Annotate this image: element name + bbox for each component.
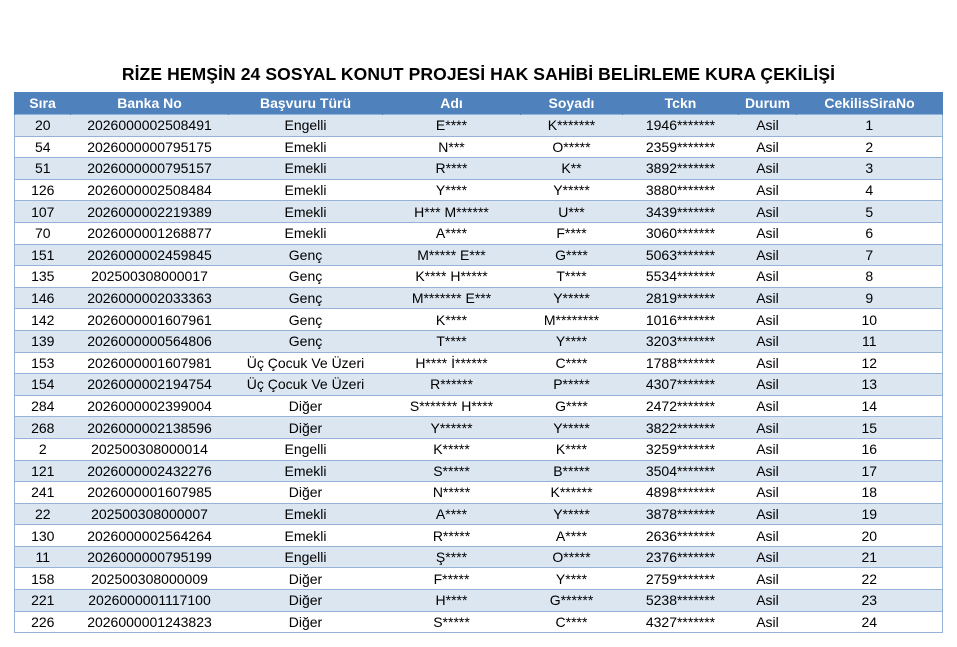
cell-durum: Asil [739, 136, 797, 158]
cell-banka-no: 2026000002508491 [71, 115, 229, 137]
cell-cekilis-sira-no: 2 [797, 136, 943, 158]
table-row [15, 352, 943, 374]
cell-tckn: 3822******* [623, 417, 739, 439]
cell-basvuru-turu: Engelli [229, 546, 383, 568]
cell-tckn: 3439******* [623, 201, 739, 223]
cell-banka-no: 2026000002508484 [71, 179, 229, 201]
cell-sira: 51 [15, 158, 71, 180]
cell-durum: Asil [739, 611, 797, 633]
cell-soyadi: K** [521, 158, 623, 180]
cell-sira: 11 [15, 546, 71, 568]
cell-basvuru-turu: Diğer [229, 590, 383, 612]
cell-banka-no: 2026000000564806 [71, 330, 229, 352]
cell-sira: 20 [15, 115, 71, 137]
cell-adi: E**** [383, 115, 521, 137]
cell-basvuru-turu: Emekli [229, 222, 383, 244]
cell-sira: 54 [15, 136, 71, 158]
cell-basvuru-turu: Genç [229, 330, 383, 352]
cell-basvuru-turu: Diğer [229, 482, 383, 504]
cell-adi: K***** [383, 438, 521, 460]
cell-tckn: 3060******* [623, 222, 739, 244]
cell-banka-no: 2026000002033363 [71, 287, 229, 309]
cell-cekilis-sira-no: 23 [797, 590, 943, 612]
cell-tckn: 3203******* [623, 330, 739, 352]
cell-banka-no: 202500308000014 [71, 438, 229, 460]
cell-durum: Asil [739, 482, 797, 504]
cell-cekilis-sira-no: 1 [797, 115, 943, 137]
table-row [15, 546, 943, 568]
cell-durum: Asil [739, 395, 797, 417]
cell-durum: Asil [739, 374, 797, 396]
cell-sira: 142 [15, 309, 71, 331]
cell-basvuru-turu: Diğer [229, 417, 383, 439]
cell-adi: S******* H**** [383, 395, 521, 417]
cell-basvuru-turu: Emekli [229, 460, 383, 482]
cell-cekilis-sira-no: 17 [797, 460, 943, 482]
cell-cekilis-sira-no: 21 [797, 546, 943, 568]
cell-durum: Asil [739, 590, 797, 612]
cell-tckn: 4307******* [623, 374, 739, 396]
cell-adi: S***** [383, 460, 521, 482]
cell-adi: Ş**** [383, 546, 521, 568]
cell-cekilis-sira-no: 5 [797, 201, 943, 223]
cell-cekilis-sira-no: 14 [797, 395, 943, 417]
document-title: RİZE HEMŞİN 24 SOSYAL KONUT PROJESİ HAK SAHİBİ BELİRLEME KURA ÇEKİLİŞİ [121, 64, 836, 84]
cell-durum: Asil [739, 266, 797, 288]
cell-banka-no: 202500308000007 [71, 503, 229, 525]
cell-basvuru-turu: Genç [229, 266, 383, 288]
cell-durum: Asil [739, 417, 797, 439]
cell-cekilis-sira-no: 8 [797, 266, 943, 288]
cell-banka-no: 2026000001607985 [71, 482, 229, 504]
cell-tckn: 4327******* [623, 611, 739, 633]
header-cekilis-sira-no: CekilisSiraNo [797, 92, 943, 115]
cell-sira: 130 [15, 525, 71, 547]
cell-tckn: 5534******* [623, 266, 739, 288]
table-row [15, 309, 943, 331]
cell-tckn: 2819******* [623, 287, 739, 309]
cell-tckn: 2472******* [623, 395, 739, 417]
cell-sira: 221 [15, 590, 71, 612]
cell-soyadi: C**** [521, 611, 623, 633]
table-row [15, 158, 943, 180]
cell-banka-no: 2026000002564264 [71, 525, 229, 547]
table-row [15, 330, 943, 352]
cell-tckn: 2759******* [623, 568, 739, 590]
cell-basvuru-turu: Diğer [229, 611, 383, 633]
cell-sira: 70 [15, 222, 71, 244]
cell-durum: Asil [739, 438, 797, 460]
cell-basvuru-turu: Emekli [229, 158, 383, 180]
cell-soyadi: Y***** [521, 417, 623, 439]
cell-durum: Asil [739, 158, 797, 180]
table-row [15, 417, 943, 439]
cell-banka-no: 2026000001117100 [71, 590, 229, 612]
cell-soyadi: O***** [521, 546, 623, 568]
table-row [15, 222, 943, 244]
cell-tckn: 3504******* [623, 460, 739, 482]
cell-cekilis-sira-no: 20 [797, 525, 943, 547]
cell-basvuru-turu: Emekli [229, 201, 383, 223]
cell-soyadi: Y***** [521, 503, 623, 525]
cell-soyadi: B***** [521, 460, 623, 482]
cell-adi: M******* E*** [383, 287, 521, 309]
cell-cekilis-sira-no: 9 [797, 287, 943, 309]
cell-soyadi: Y***** [521, 179, 623, 201]
cell-durum: Asil [739, 460, 797, 482]
cell-sira: 22 [15, 503, 71, 525]
cell-banka-no: 202500308000009 [71, 568, 229, 590]
cell-basvuru-turu: Emekli [229, 179, 383, 201]
table-row [15, 460, 943, 482]
draw-results-table [14, 92, 943, 633]
cell-basvuru-turu: Diğer [229, 568, 383, 590]
cell-soyadi: U*** [521, 201, 623, 223]
cell-adi: H**** [383, 590, 521, 612]
header-sira: Sıra [15, 92, 71, 115]
cell-banka-no: 2026000001268877 [71, 222, 229, 244]
cell-basvuru-turu: Üç Çocuk Ve Üzeri [229, 352, 383, 374]
cell-banka-no: 2026000002399004 [71, 395, 229, 417]
cell-basvuru-turu: Engelli [229, 438, 383, 460]
header-adi: Adı [383, 92, 521, 115]
cell-adi: N*** [383, 136, 521, 158]
table-row [15, 201, 943, 223]
cell-adi: Y**** [383, 179, 521, 201]
cell-cekilis-sira-no: 18 [797, 482, 943, 504]
cell-cekilis-sira-no: 11 [797, 330, 943, 352]
table-row [15, 438, 943, 460]
cell-durum: Asil [739, 525, 797, 547]
cell-durum: Asil [739, 568, 797, 590]
cell-durum: Asil [739, 330, 797, 352]
cell-basvuru-turu: Emekli [229, 136, 383, 158]
cell-soyadi: C**** [521, 352, 623, 374]
cell-durum: Asil [739, 503, 797, 525]
cell-basvuru-turu: Emekli [229, 503, 383, 525]
cell-sira: 135 [15, 266, 71, 288]
cell-sira: 2 [15, 438, 71, 460]
cell-cekilis-sira-no: 6 [797, 222, 943, 244]
cell-basvuru-turu: Genç [229, 309, 383, 331]
cell-banka-no: 2026000001607981 [71, 352, 229, 374]
cell-banka-no: 2026000000795157 [71, 158, 229, 180]
cell-cekilis-sira-no: 7 [797, 244, 943, 266]
cell-banka-no: 2026000000795175 [71, 136, 229, 158]
cell-durum: Asil [739, 222, 797, 244]
cell-soyadi: Y***** [521, 287, 623, 309]
cell-cekilis-sira-no: 12 [797, 352, 943, 374]
cell-cekilis-sira-no: 3 [797, 158, 943, 180]
cell-adi: H**** İ****** [383, 352, 521, 374]
cell-durum: Asil [739, 244, 797, 266]
table-row [15, 266, 943, 288]
cell-sira: 146 [15, 287, 71, 309]
cell-durum: Asil [739, 115, 797, 137]
cell-adi: Y****** [383, 417, 521, 439]
cell-basvuru-turu: Genç [229, 287, 383, 309]
cell-adi: K**** H***** [383, 266, 521, 288]
table-body [15, 115, 943, 633]
header-basvuru-turu: Başvuru Türü [229, 92, 383, 115]
cell-adi: R**** [383, 158, 521, 180]
cell-soyadi: K****** [521, 482, 623, 504]
header-soyadi: Soyadı [521, 92, 623, 115]
cell-adi: R****** [383, 374, 521, 396]
cell-sira: 241 [15, 482, 71, 504]
table-row [15, 115, 943, 137]
cell-adi: M***** E*** [383, 244, 521, 266]
cell-cekilis-sira-no: 24 [797, 611, 943, 633]
cell-sira: 154 [15, 374, 71, 396]
cell-tckn: 3892******* [623, 158, 739, 180]
cell-cekilis-sira-no: 15 [797, 417, 943, 439]
table-row [15, 244, 943, 266]
cell-tckn: 2636******* [623, 525, 739, 547]
cell-basvuru-turu: Engelli [229, 115, 383, 137]
cell-basvuru-turu: Üç Çocuk Ve Üzeri [229, 374, 383, 396]
cell-sira: 284 [15, 395, 71, 417]
table-row [15, 395, 943, 417]
table-row [15, 525, 943, 547]
cell-banka-no: 2026000001607961 [71, 309, 229, 331]
cell-banka-no: 2026000002138596 [71, 417, 229, 439]
cell-cekilis-sira-no: 10 [797, 309, 943, 331]
cell-cekilis-sira-no: 19 [797, 503, 943, 525]
cell-sira: 107 [15, 201, 71, 223]
cell-soyadi: K******* [521, 115, 623, 137]
cell-soyadi: P***** [521, 374, 623, 396]
cell-cekilis-sira-no: 22 [797, 568, 943, 590]
cell-banka-no: 202500308000017 [71, 266, 229, 288]
table-header-row [15, 92, 943, 115]
cell-cekilis-sira-no: 4 [797, 179, 943, 201]
cell-tckn: 4898******* [623, 482, 739, 504]
cell-soyadi: K**** [521, 438, 623, 460]
cell-basvuru-turu: Genç [229, 244, 383, 266]
header-tckn: Tckn [623, 92, 739, 115]
table-row [15, 611, 943, 633]
table-row [15, 503, 943, 525]
cell-soyadi: O***** [521, 136, 623, 158]
table-row [15, 590, 943, 612]
header-banka-no: Banka No [71, 92, 229, 115]
cell-tckn: 3880******* [623, 179, 739, 201]
cell-tckn: 3259******* [623, 438, 739, 460]
cell-basvuru-turu: Diğer [229, 395, 383, 417]
cell-durum: Asil [739, 309, 797, 331]
cell-sira: 268 [15, 417, 71, 439]
cell-adi: H*** M****** [383, 201, 521, 223]
cell-adi: F***** [383, 568, 521, 590]
cell-soyadi: M******** [521, 309, 623, 331]
cell-banka-no: 2026000002432276 [71, 460, 229, 482]
cell-sira: 158 [15, 568, 71, 590]
cell-tckn: 1788******* [623, 352, 739, 374]
table-row [15, 287, 943, 309]
cell-adi: S***** [383, 611, 521, 633]
cell-soyadi: Y**** [521, 330, 623, 352]
cell-durum: Asil [739, 546, 797, 568]
table-row [15, 374, 943, 396]
cell-banka-no: 2026000002219389 [71, 201, 229, 223]
cell-banka-no: 2026000002194754 [71, 374, 229, 396]
cell-adi: K**** [383, 309, 521, 331]
cell-soyadi: F**** [521, 222, 623, 244]
cell-sira: 226 [15, 611, 71, 633]
cell-sira: 126 [15, 179, 71, 201]
cell-soyadi: A**** [521, 525, 623, 547]
cell-adi: R***** [383, 525, 521, 547]
header-durum: Durum [739, 92, 797, 115]
table-row [15, 568, 943, 590]
cell-adi: A**** [383, 222, 521, 244]
cell-sira: 139 [15, 330, 71, 352]
cell-soyadi: G**** [521, 395, 623, 417]
cell-cekilis-sira-no: 16 [797, 438, 943, 460]
cell-tckn: 2359******* [623, 136, 739, 158]
cell-cekilis-sira-no: 13 [797, 374, 943, 396]
cell-soyadi: Y**** [521, 568, 623, 590]
cell-sira: 151 [15, 244, 71, 266]
cell-banka-no: 2026000001243823 [71, 611, 229, 633]
cell-soyadi: T**** [521, 266, 623, 288]
table-row [15, 482, 943, 504]
cell-durum: Asil [739, 287, 797, 309]
cell-tckn: 1016******* [623, 309, 739, 331]
cell-durum: Asil [739, 352, 797, 374]
cell-adi: A**** [383, 503, 521, 525]
cell-tckn: 1946******* [623, 115, 739, 137]
table-row [15, 136, 943, 158]
cell-tckn: 3878******* [623, 503, 739, 525]
cell-adi: N***** [383, 482, 521, 504]
cell-basvuru-turu: Emekli [229, 525, 383, 547]
cell-sira: 121 [15, 460, 71, 482]
cell-durum: Asil [739, 179, 797, 201]
cell-soyadi: G**** [521, 244, 623, 266]
cell-tckn: 5063******* [623, 244, 739, 266]
cell-banka-no: 2026000000795199 [71, 546, 229, 568]
cell-tckn: 2376******* [623, 546, 739, 568]
cell-soyadi: G****** [521, 590, 623, 612]
cell-adi: T**** [383, 330, 521, 352]
cell-tckn: 5238******* [623, 590, 739, 612]
cell-banka-no: 2026000002459845 [71, 244, 229, 266]
cell-sira: 153 [15, 352, 71, 374]
cell-durum: Asil [739, 201, 797, 223]
table-row [15, 179, 943, 201]
